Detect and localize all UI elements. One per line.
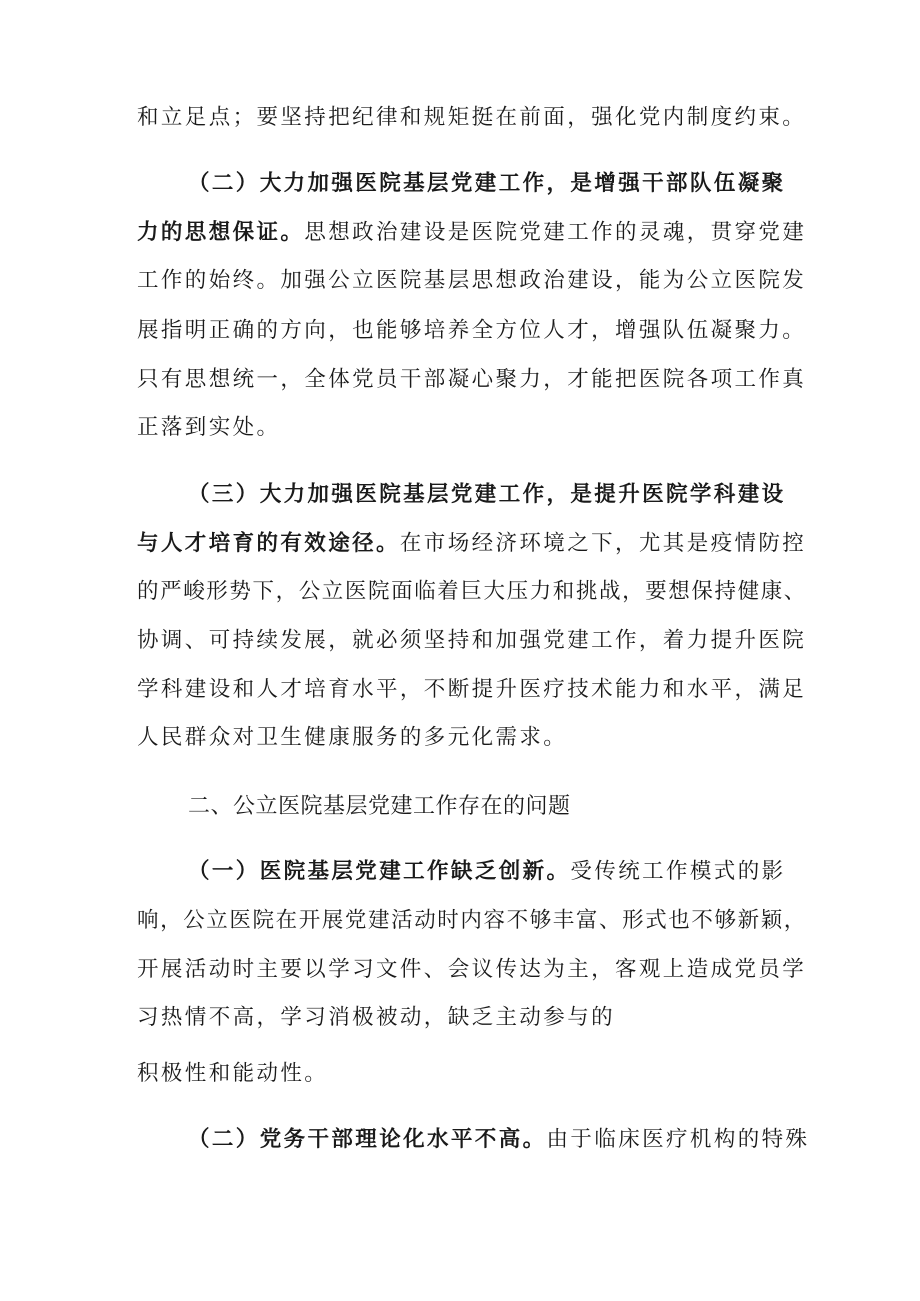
paragraph-line — [137, 366, 807, 394]
paragraph-line — [188, 1126, 810, 1154]
body-text: 展指明正确的方向，也能够培养全方位人才，增强队伍凝聚力。 — [137, 318, 807, 343]
paragraph-line — [137, 414, 797, 442]
paragraph-line — [137, 627, 807, 655]
body-text: 只有思想统一，全体党员干部凝心聚力，才能把医院各项工作真 — [137, 367, 807, 392]
paragraph-line — [137, 578, 807, 606]
body-text: 由于临床医疗机构的特殊 — [546, 1127, 810, 1152]
section-lead-text: 与人才培育的有效途径。 — [137, 531, 400, 556]
paragraph-line — [137, 1004, 797, 1032]
body-text: 在市场经济环境之下，尤其是疫情防控 — [399, 531, 807, 556]
paragraph-line — [137, 317, 807, 345]
paragraph-line — [137, 104, 807, 132]
body-text: 响，公立医院在开展党建活动时内容不够丰富、形式也不够新颖， — [137, 908, 807, 933]
paragraph-line — [137, 219, 807, 247]
paragraph-line — [137, 907, 807, 935]
body-text: 思想政治建设是医院党建工作的灵魂，贯穿党建 — [304, 220, 807, 245]
section-lead-text: （二）党务干部理论化水平不高。 — [188, 1127, 547, 1152]
body-text: 习热情不高，学习消极被动，缺乏主动参与的 — [137, 1005, 616, 1030]
body-text: 积极性和能动性。 — [137, 1061, 329, 1086]
paragraph-line — [188, 858, 798, 886]
body-text: 受传统工作模式的影 — [570, 859, 786, 884]
paragraph-line — [188, 170, 798, 198]
section-lead-text: 力的思想保证。 — [137, 220, 305, 245]
paragraph-line — [137, 267, 807, 295]
body-text: 的严峻形势下，公立医院面临着巨大压力和挑战，要想保持健康、 — [137, 579, 807, 604]
body-text: 人民群众对卫生健康服务的多元化需求。 — [137, 725, 568, 750]
paragraph-line — [137, 676, 807, 704]
paragraph-line — [137, 530, 807, 558]
paragraph-line — [137, 1060, 797, 1088]
body-text: 和立足点；要坚持把纪律和规矩挺在前面，强化党内制度约束。 — [137, 105, 807, 130]
paragraph-line — [188, 481, 798, 509]
body-text: 学科建设和人才培育水平，不断提升医疗技术能力和水平，满足 — [137, 677, 807, 702]
section-lead-text: （三）大力加强医院基层党建工作，是提升医院学科建设 — [188, 482, 786, 507]
section-lead-text: （二）大力加强医院基层党建工作，是增强干部队伍凝聚 — [188, 171, 786, 196]
body-text: 工作的始终。加强公立医院基层思想政治建设，能为公立医院发 — [137, 268, 807, 293]
section-heading: 二、公立医院基层党建工作存在的问题 — [188, 794, 571, 819]
paragraph-line — [137, 956, 807, 984]
paragraph-line — [137, 724, 797, 752]
body-text: 正落到实处。 — [137, 415, 281, 440]
section-lead-text: （一）医院基层党建工作缺乏创新。 — [188, 859, 571, 884]
body-text: 协调、可持续发展，就必须坚持和加强党建工作，着力提升医院 — [137, 628, 807, 653]
body-text: 开展活动时主要以学习文件、会议传达为主，客观上造成党员学 — [137, 957, 807, 982]
